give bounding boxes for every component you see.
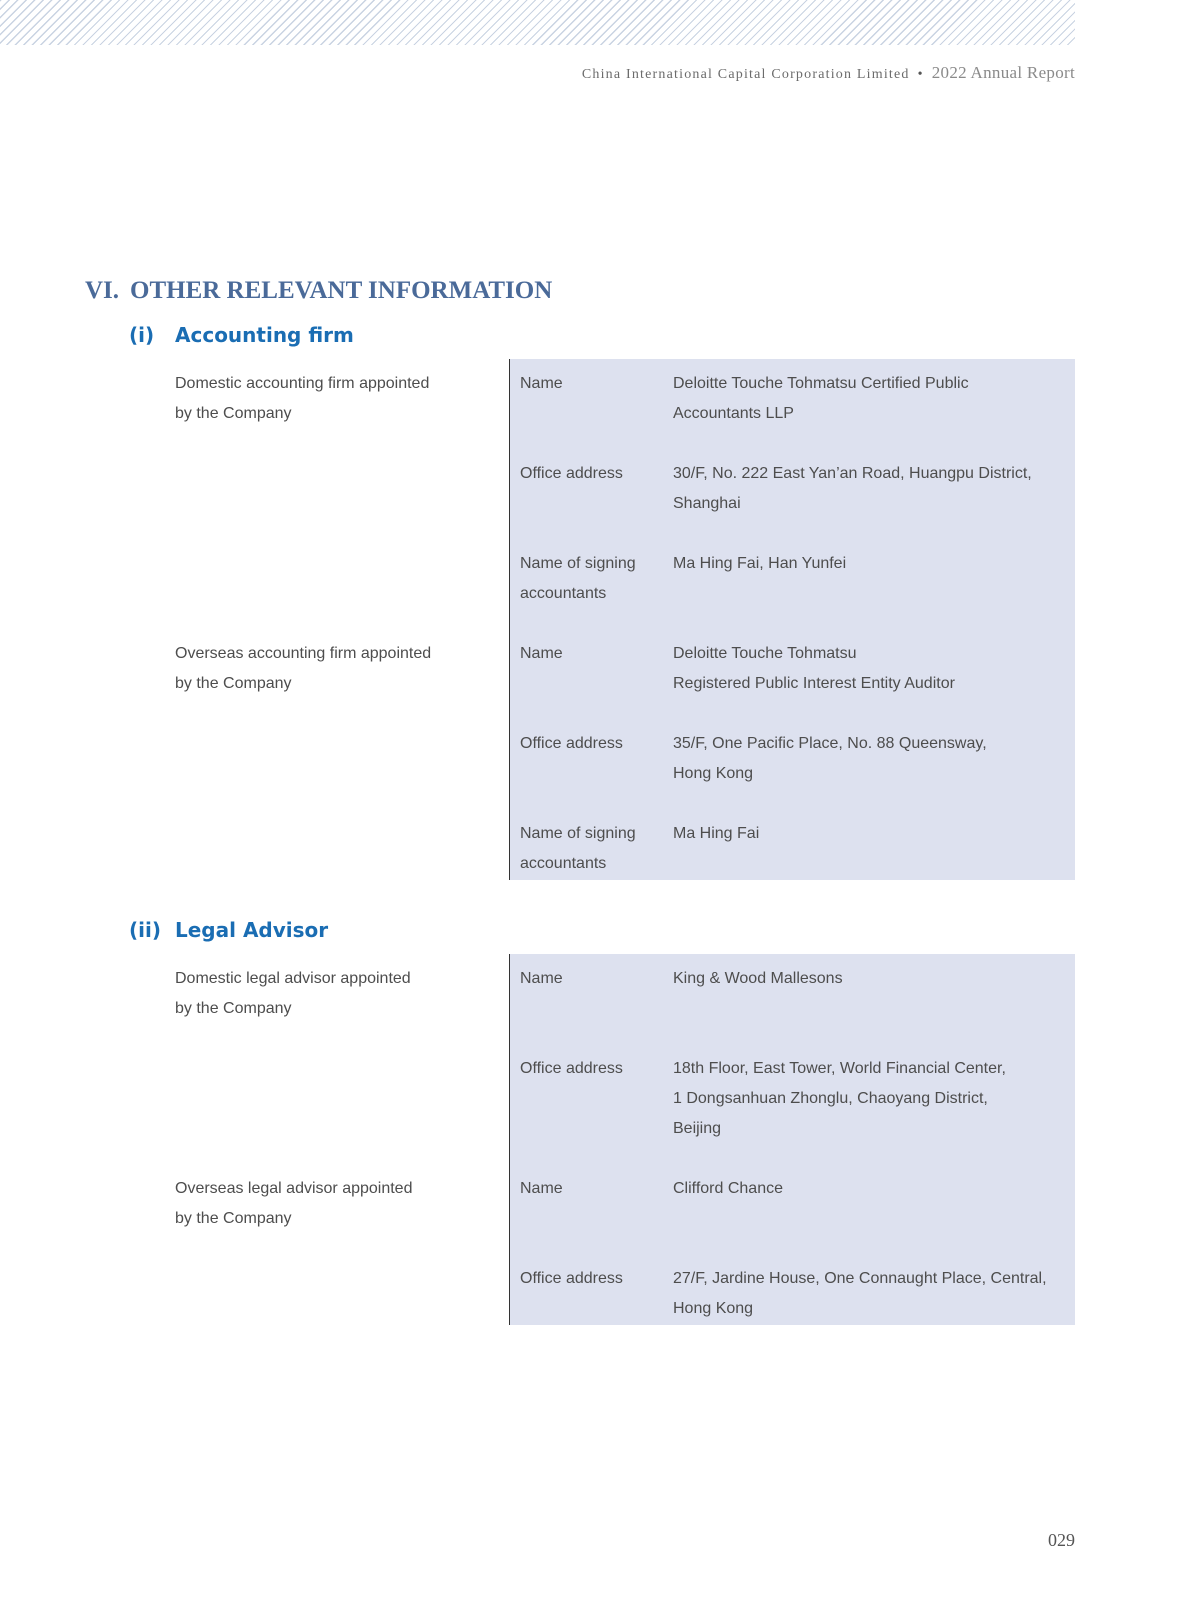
- row-value: Ma Hing Fai: [673, 825, 760, 842]
- label-line: Overseas accounting firm appointed: [175, 645, 432, 662]
- subsection-number: (ii): [129, 918, 161, 942]
- row-value: [673, 459, 1068, 519]
- row-value: [673, 1264, 1068, 1324]
- row-label: Office address: [520, 465, 623, 482]
- row-label: Name: [520, 645, 563, 662]
- row-label: Name: [520, 970, 563, 987]
- header-company: China International Capital Corporation Limited: [581, 67, 910, 82]
- label-line: by the Company: [175, 1210, 292, 1227]
- label-line: by the Company: [175, 675, 292, 692]
- value-line: 1 Dongsanhuan Zhonglu, Chaoyang District,: [673, 1090, 988, 1107]
- value-line: Hong Kong: [673, 1300, 754, 1317]
- label-line: Domestic legal advisor appointed: [175, 970, 411, 987]
- table-divider-line: [509, 359, 510, 880]
- row-value: [673, 639, 1068, 699]
- overseas-accounting-label: [175, 639, 475, 699]
- row-value: King & Wood Mallesons: [673, 970, 843, 987]
- value-line: Shanghai: [673, 495, 741, 512]
- value-line: 30/F, No. 222 East Yan’an Road, Huangpu District,: [673, 465, 1032, 482]
- label-line: by the Company: [175, 405, 292, 422]
- value-line: Deloitte Touche Tohmatsu: [673, 645, 857, 662]
- row-label: Office address: [520, 1060, 623, 1077]
- row-value: Ma Hing Fai, Han Yunfei: [673, 555, 847, 572]
- value-line: 18th Floor, East Tower, World Financial Center,: [673, 1060, 1006, 1077]
- overseas-legal-label: [175, 1174, 475, 1234]
- row-label: Name: [520, 1180, 563, 1197]
- label-line: Overseas legal advisor appointed: [175, 1180, 413, 1197]
- row-label: [520, 819, 660, 879]
- value-line: Registered Public Interest Entity Auditor: [673, 675, 955, 692]
- label-line: by the Company: [175, 1000, 292, 1017]
- header-report-title: 2022 Annual Report: [931, 63, 1075, 82]
- label-line: accountants: [520, 585, 607, 602]
- label-line: accountants: [520, 855, 607, 872]
- row-label: Office address: [520, 1270, 623, 1287]
- section-number: VI.: [85, 277, 120, 304]
- value-line: 35/F, One Pacific Place, No. 88 Queensway,: [673, 735, 987, 752]
- value-line: Accountants LLP: [673, 405, 794, 422]
- value-line: 27/F, Jardine House, One Connaught Place, Central,: [673, 1270, 1047, 1287]
- value-line: Hong Kong: [673, 765, 754, 782]
- row-value: [673, 729, 1068, 789]
- row-value: [673, 369, 1068, 429]
- domestic-legal-label: [175, 964, 475, 1024]
- running-header: [582, 63, 1075, 83]
- label-line: Domestic accounting firm appointed: [175, 375, 430, 392]
- header-bullet: •: [917, 67, 924, 82]
- row-value: [673, 1054, 1068, 1144]
- page-number: 029: [1048, 1530, 1075, 1550]
- label-line: Name of signing: [520, 825, 636, 842]
- table-shade: [509, 359, 1075, 880]
- subsection-heading: Legal Advisor: [175, 918, 329, 942]
- label-line: Name of signing: [520, 555, 636, 572]
- value-line: Beijing: [673, 1120, 722, 1137]
- section-heading: OTHER RELEVANT INFORMATION: [130, 277, 553, 304]
- subsection-legal-title: [129, 918, 328, 942]
- row-label: [520, 549, 660, 609]
- subsection-accounting-title: [129, 323, 354, 347]
- table-divider-line: [509, 954, 510, 1325]
- row-label: Name: [520, 375, 563, 392]
- subsection-number: (i): [129, 323, 155, 347]
- row-label: Office address: [520, 735, 623, 752]
- subsection-heading: Accounting firm: [175, 323, 354, 347]
- value-line: Deloitte Touche Tohmatsu Certified Public: [673, 375, 969, 392]
- row-value: Clifford Chance: [673, 1180, 783, 1197]
- header-hatch-pattern: [0, 0, 1075, 45]
- section-title: [85, 277, 552, 305]
- domestic-accounting-label: [175, 369, 475, 429]
